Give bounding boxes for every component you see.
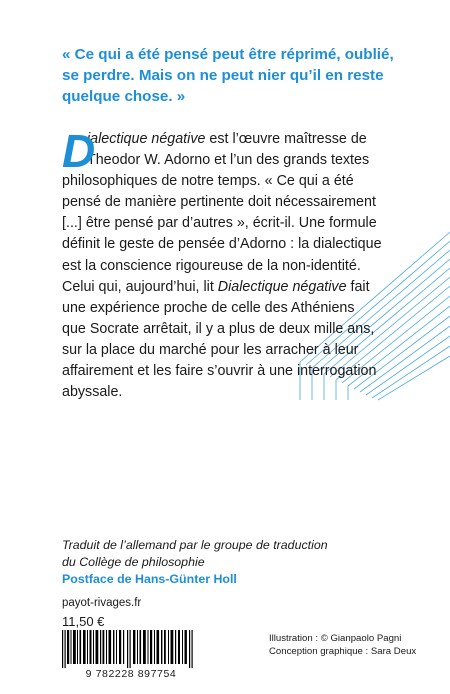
blurb-line: Theodor W. Adorno et l’un des grands textes — [87, 152, 370, 169]
blurb-line — [62, 277, 402, 298]
drop-cap: D — [62, 125, 96, 177]
blurb-line — [62, 129, 402, 150]
publisher-website: payot-rivages.fr — [62, 597, 142, 609]
price: 11,50 € — [62, 614, 105, 629]
isbn-number: 9 782228 897754 — [85, 668, 177, 680]
blurb-text — [62, 125, 402, 403]
blurb-line: [...] être pensé par d’autres », écrit-il. Une formule — [62, 215, 377, 232]
pull-quote-line: quelque chose. » — [62, 88, 186, 105]
translation-credits — [62, 537, 392, 588]
blurb-line: pensé de manière pertinente doit nécessairement — [62, 194, 376, 211]
barcode — [56, 630, 206, 668]
translation-line: Traduit de l’allemand par le groupe de traduction — [62, 538, 328, 552]
blurb-text-span: fait — [346, 278, 370, 295]
blurb-line: est la conscience rigoureuse de la non-identité. — [62, 257, 361, 274]
illustration-credit: Illustration : © Gianpaolo Pagni — [269, 633, 402, 644]
pull-quote — [62, 44, 402, 107]
blurb-line: philosophiques de notre temps. « Ce qui a été — [62, 173, 354, 190]
blurb-line: affairement et les faire s’ouvrir à une interrogation — [62, 363, 377, 380]
blurb-line: une expérience proche de celle des Athéniens — [62, 299, 355, 316]
postface-credit: Postface de Hans-Günter Holl — [62, 572, 237, 586]
blurb-text-span: Celui qui, aujourd’hui, lit — [62, 278, 218, 295]
pull-quote-line: « Ce qui a été pensé peut être réprimé, oublié, — [62, 46, 394, 63]
illustration-credits — [269, 632, 416, 658]
book-title-italic: Dialectique négative — [217, 278, 347, 295]
translation-line: du Collège de philosophie — [62, 555, 205, 569]
blurb-line: que Socrate arrêtait, il y a plus de deux mille ans, — [62, 320, 375, 337]
blurb-text-span: est l’œuvre maîtresse de — [205, 131, 367, 147]
blurb-line: sur la place du marché pour les arracher à leur — [62, 341, 359, 358]
design-credit: Conception graphique : Sara Deux — [269, 646, 417, 657]
blurb-line: abyssale. — [62, 384, 123, 401]
book-title-italic: ialectique négative — [87, 131, 206, 147]
blurb-line: définit le geste de pensée d’Adorno : la dialectique — [62, 236, 382, 253]
pull-quote-line: se perdre. Mais on ne peut nier qu’il en reste — [62, 67, 384, 84]
